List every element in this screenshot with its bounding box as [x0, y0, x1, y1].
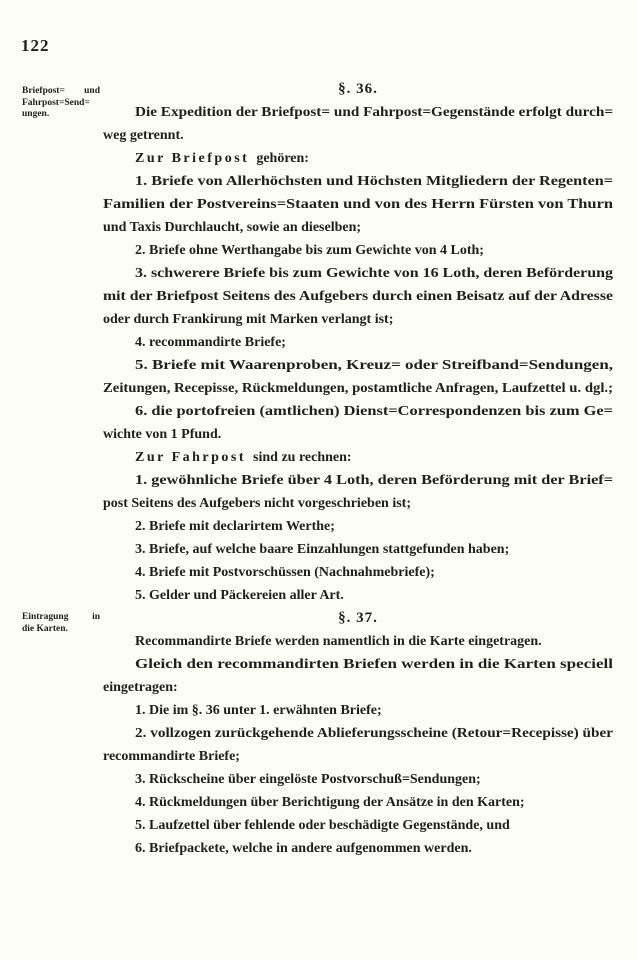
- text-line: 4. Briefe mit Postvorschüssen (Nachnahmebriefe);: [135, 565, 435, 580]
- text-line: 1. gewöhnliche Briefe über 4 Loth, deren Beförderung mit der Brief=: [135, 473, 613, 488]
- lead-rest: gehören:: [256, 151, 309, 166]
- text-line: 3. Rückscheine über eingelöste Postvorschuß=Sendungen;: [135, 772, 481, 787]
- text-line: 3. Briefe, auf welche baare Einzahlungen stattgefunden haben;: [135, 542, 510, 557]
- text-column: [103, 78, 613, 860]
- text-line: Gleich den recommandirten Briefen werden in die Karten speciell: [135, 657, 613, 672]
- briefpost-lead-line: [135, 147, 613, 170]
- margin-note-briefpost-fahrpost: [22, 86, 100, 121]
- text-line: mit der Briefpost Seitens des Aufgebers durch einen Beisatz auf der Adresse: [103, 289, 613, 304]
- text-line: und Taxis Durchlaucht, sowie an dieselben;: [103, 220, 362, 235]
- text-line: 4. recommandirte Briefe;: [135, 335, 286, 350]
- text-line: wichte von 1 Pfund.: [103, 427, 222, 442]
- spaced-words: Zur Briefpost: [135, 151, 250, 166]
- spaced-words: Zur Fahrpost: [135, 450, 247, 465]
- text-line: 6. die portofreien (amtlichen) Dienst=Correspondenzen bis zum Ge=: [135, 404, 613, 419]
- fahrpost-lead-line: [135, 446, 613, 469]
- text-line: 6. Briefpackete, welche in andere aufgenommen werden.: [135, 841, 472, 856]
- text-line: weg getrennt.: [103, 128, 184, 143]
- text-line: post Seitens des Aufgebers nicht vorgeschrieben ist;: [103, 496, 411, 511]
- margin-note-line: ungen.: [22, 109, 50, 119]
- text-line: recommandirte Briefe;: [103, 749, 240, 764]
- text-line: eingetragen:: [103, 680, 178, 695]
- text-line: oder durch Frankirung mit Marken verlangt ist;: [103, 312, 394, 327]
- section-37-heading: §. 37.: [338, 610, 378, 626]
- lead-rest: sind zu rechnen:: [253, 450, 352, 465]
- margin-note-line: Fahrpost=Send=: [22, 97, 90, 108]
- text-line: 5. Gelder und Päckereien aller Art.: [135, 588, 344, 603]
- text-line: 5. Laufzettel über fehlende oder beschädigte Gegenstände, und: [135, 818, 510, 833]
- text-line: 4. Rückmeldungen über Berichtigung der Ansätze in den Karten;: [135, 795, 525, 810]
- margin-note-line: Eintragung in: [22, 612, 100, 622]
- text-line: 1. Briefe von Allerhöchsten und Höchsten Mitgliedern der Regenten=: [135, 174, 613, 189]
- text-line: Die Expedition der Briefpost= und Fahrpost=Gegenstände erfolgt durch=: [135, 105, 613, 120]
- text-line: 2. vollzogen zurückgehende Ablieferungsscheine (Retour=Recepisse) über: [135, 726, 613, 741]
- text-line: Recommandirte Briefe werden namentlich in die Karte eingetragen.: [135, 634, 542, 649]
- margin-note-eintragung: [22, 612, 100, 635]
- margin-note-line: die Karten.: [22, 623, 68, 634]
- text-line: Zeitungen, Recepisse, Rückmeldungen, postamtliche Anfragen, Laufzettel u. dgl.;: [103, 381, 613, 396]
- text-line: 1. Die im §. 36 unter 1. erwähnten Briefe;: [135, 703, 382, 718]
- text-line: 3. schwerere Briefe bis zum Gewichte von 16 Loth, deren Beförderung: [135, 266, 613, 281]
- text-line: 2. Briefe ohne Werthangabe bis zum Gewichte von 4 Loth;: [135, 243, 484, 258]
- text-line: 2. Briefe mit declarirtem Werthe;: [135, 519, 335, 534]
- text-line: 5. Briefe mit Waarenproben, Kreuz= oder Streifband=Sendungen,: [135, 358, 613, 373]
- page-number: 122: [21, 36, 50, 55]
- text-line: Familien der Postvereins=Staaten und von des Herrn Fürsten von Thurn: [103, 197, 613, 212]
- margin-note-line: Briefpost= und: [22, 86, 100, 96]
- section-36-heading: §. 36.: [338, 81, 378, 97]
